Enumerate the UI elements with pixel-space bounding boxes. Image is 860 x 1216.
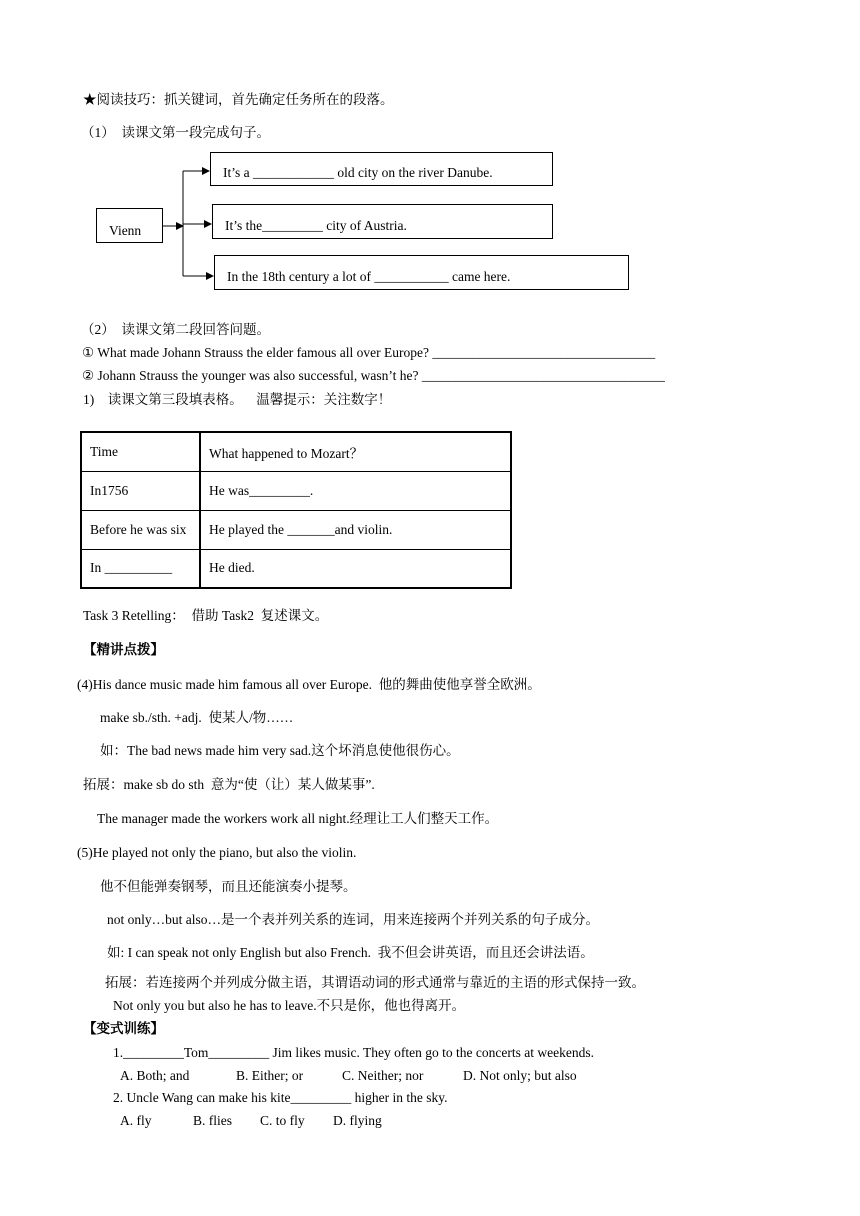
task2-heading: （2） 读课文第二段回答问题。 (81, 322, 270, 337)
explain-note: not only…but also…是一个表并列关系的连词，用来连接两个并列关系的句子成分。 (107, 912, 599, 927)
table-cell-time: In __________ (81, 549, 200, 588)
table-cell-event: He died. (200, 549, 511, 588)
source-box (96, 208, 163, 243)
table-row (81, 549, 511, 588)
practice-option: D. flying (333, 1113, 382, 1128)
practice-option: C. to fly (260, 1113, 305, 1128)
explain-pattern: make sb./sth. +adj. 使某人/物…… (100, 710, 294, 725)
section-heading-explain: 【精讲点拨】 (83, 642, 164, 657)
explain-translation: 他不但能弹奏钢琴，而且还能演奏小提琴。 (100, 879, 357, 894)
table-cell-event: He was_________. (200, 471, 511, 510)
task2-question-1: ① What made Johann Strauss the elder famous all over Europe? _________________________________ (82, 345, 656, 360)
practice-option: A. fly (120, 1113, 152, 1128)
table-cell-time: In1756 (81, 471, 200, 510)
table-header-row (81, 432, 511, 471)
explain-point-5: (5)He played not only the piano, but also the violin. (77, 845, 357, 860)
practice-question-1: 1._________Tom_________ Jim likes music. They often go to the concerts at weekends. (113, 1045, 594, 1060)
table-row (81, 471, 511, 510)
sentence-box-3 (214, 255, 629, 290)
practice-option: D. Not only; but also (463, 1068, 577, 1083)
table-cell-time: Before he was six (81, 510, 200, 549)
explain-extension-example: The manager made the workers work all night.经理让工人们整天工作。 (97, 811, 499, 826)
practice-option: C. Neither; nor (342, 1068, 424, 1083)
explain-extension-example-2: Not only you but also he has to leave.不只是你，他也得离开。 (113, 998, 466, 1013)
practice-option: B. Either; or (236, 1068, 304, 1083)
explain-example-2: 如: I can speak not only English but also French. 我不但会讲英语，而且还会讲法语。 (107, 945, 594, 960)
explain-point-4: (4)His dance music made him famous all over Europe. 他的舞曲使他享誉全欧洲。 (77, 677, 541, 692)
table-header-event: What happened to Mozart？ (200, 432, 511, 471)
sentence-box-2 (212, 204, 553, 239)
table-header-time: Time (81, 432, 200, 471)
explain-extension-2: 拓展：若连接两个并列成分做主语，其谓语动词的形式通常与靠近的主语的形式保持一致。 (105, 975, 645, 990)
sentence-3: In the 18th century a lot of ___________ came here. (227, 269, 511, 284)
practice-option: B. flies (193, 1113, 232, 1128)
mozart-table (80, 431, 512, 589)
task1-heading: （1） 读课文第一段完成句子。 (81, 125, 270, 140)
sentence-2: It’s the_________ city of Austria. (225, 218, 407, 233)
practice-question-2: 2. Uncle Wang can make his kite_________ higher in the sky. (113, 1090, 448, 1105)
table-cell-event: He played the _______and violin. (200, 510, 511, 549)
retelling-task: Task 3 Retelling： 借助 Task2 复述课文。 (83, 608, 329, 623)
section-heading-practice: 【变式训练】 (83, 1021, 164, 1036)
sentence-1: It’s a ____________ old city on the river Danube. (223, 165, 493, 180)
explain-extension: 拓展：make sb do sth 意为“使（让）某人做某事”. (83, 777, 375, 792)
explain-example: 如：The bad news made him very sad.这个坏消息使他很伤心。 (100, 743, 460, 758)
reading-tip: ★阅读技巧：抓关键词，首先确定任务所在的段落。 (83, 92, 394, 107)
sentence-box-1 (210, 152, 553, 186)
source-label: Vienn (109, 223, 142, 238)
task2-question-2: ② Johann Strauss the younger was also successful, wasn’t he? ____________________________________ (82, 368, 665, 383)
practice-option: A. Both; and (120, 1068, 190, 1083)
task3-heading: 1) 读课文第三段填表格。 温馨提示：关注数字！ (83, 392, 392, 407)
table-row (81, 510, 511, 549)
